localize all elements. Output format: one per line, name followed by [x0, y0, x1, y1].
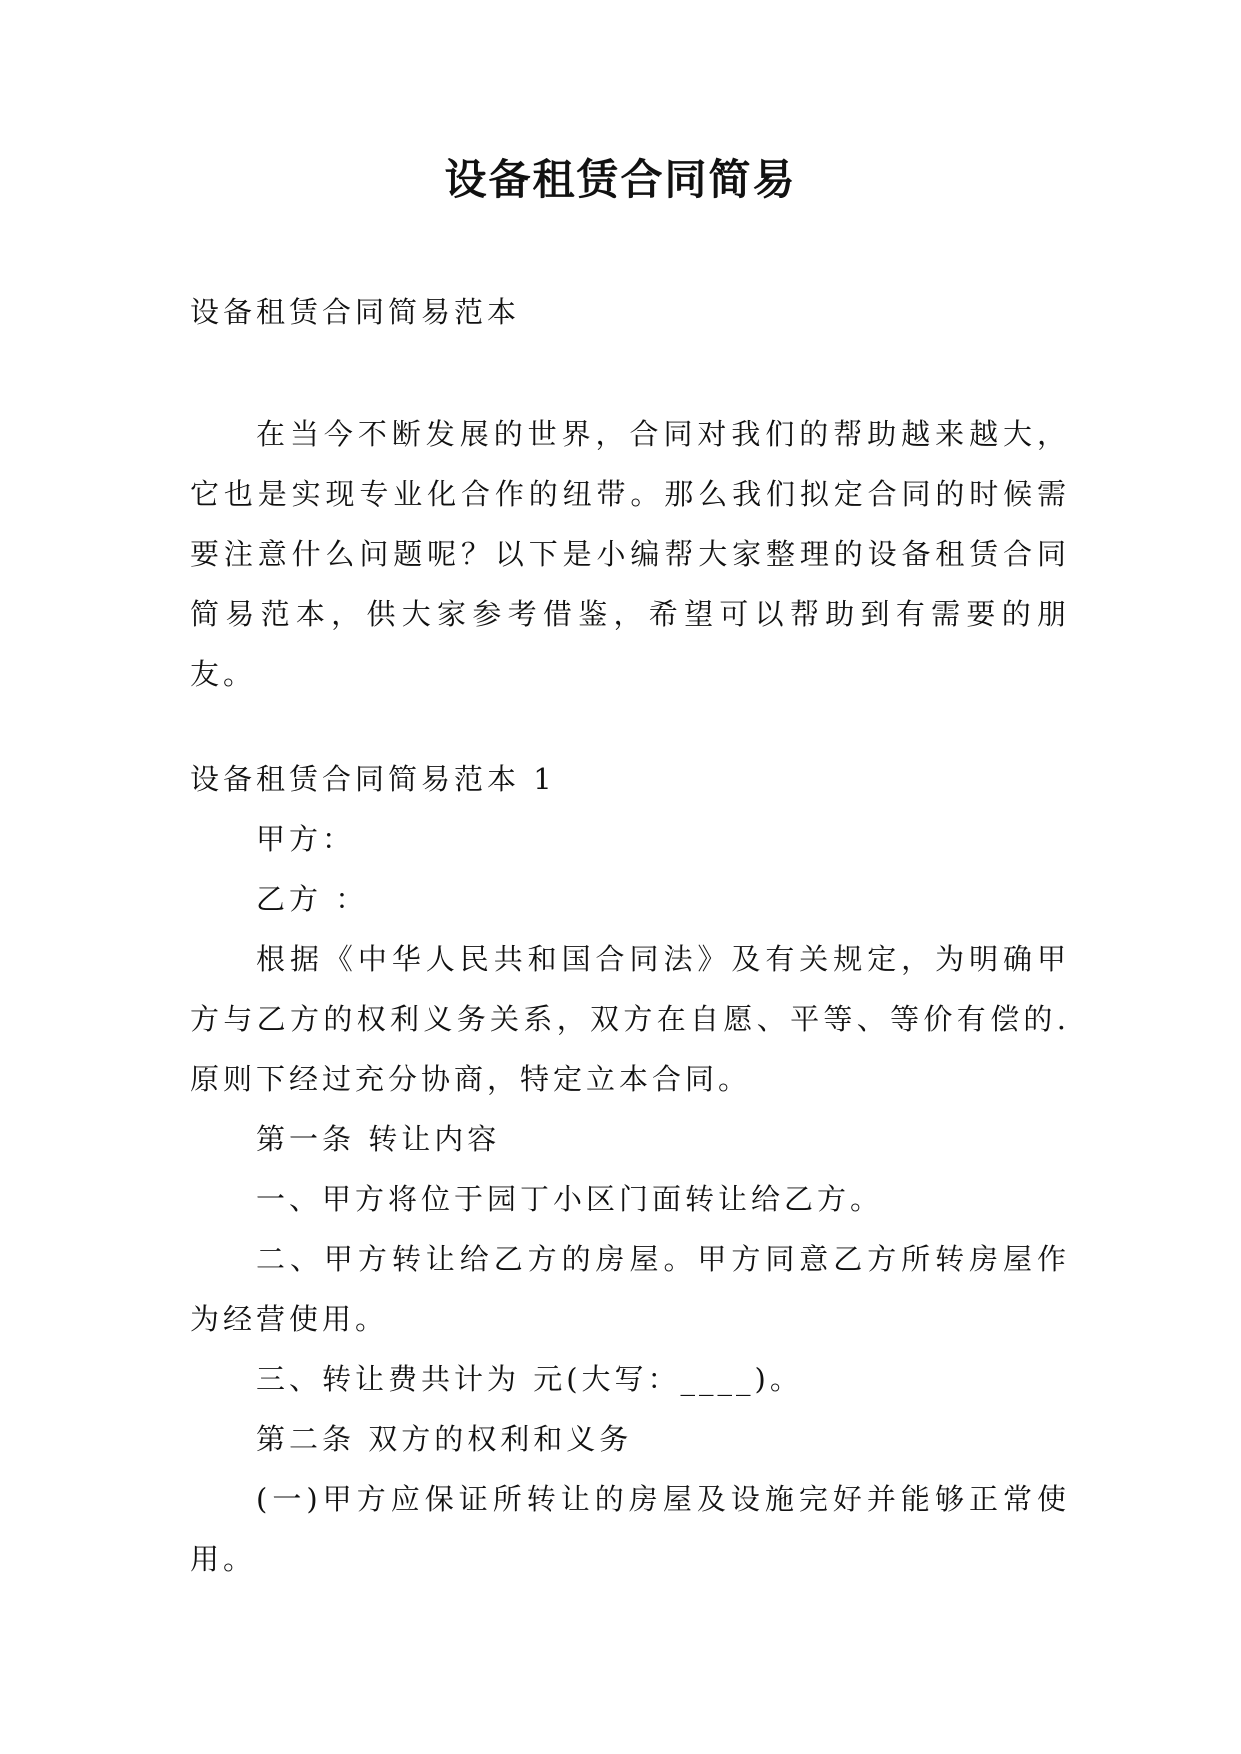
party-a-line: 甲方：: [256, 822, 356, 856]
preamble-paragraph: 根据《中华人民共和国合同法》及有关规定，为明确甲方与乙方的权利义务关系，双方在自愿、平等、等价有偿的.原则下经过充分协商，特定立本合同。: [190, 942, 1070, 1096]
article-1-item-3: 三、转让费共计为 元(大写：____)。: [256, 1362, 803, 1396]
article-2-item-1: (一)甲方应保证所转让的房屋及设施完好并能够正常使用。: [190, 1482, 1070, 1576]
article-2-title: 第二条 双方的权利和义务: [256, 1422, 633, 1456]
article-1-title: 第一条 转让内容: [256, 1122, 501, 1156]
contract-sample-1: [190, 749, 1070, 1589]
document-subtitle: 设备租赁合同简易范本: [190, 295, 521, 329]
intro-paragraph: 在当今不断发展的世界，合同对我们的帮助越来越大，它也是实现专业化合作的纽带。那么我们拟定合同的时候需要注意什么问题呢？以下是小编帮大家整理的设备租赁合同简易范本，供大家参考借鉴，希望可以帮助到有需要的朋友。: [190, 417, 1070, 691]
article-1-item-2: 二、甲方转让给乙方的房屋。甲方同意乙方所转房屋作为经营使用。: [190, 1242, 1070, 1336]
party-b-line: 乙方 ：: [256, 882, 369, 916]
document-title: 设备租赁合同简易: [444, 155, 797, 204]
article-1-item-1: 一、甲方将位于园丁小区门面转让给乙方。: [256, 1182, 884, 1216]
sample-heading: 设备租赁合同简易范本 1: [190, 762, 556, 796]
